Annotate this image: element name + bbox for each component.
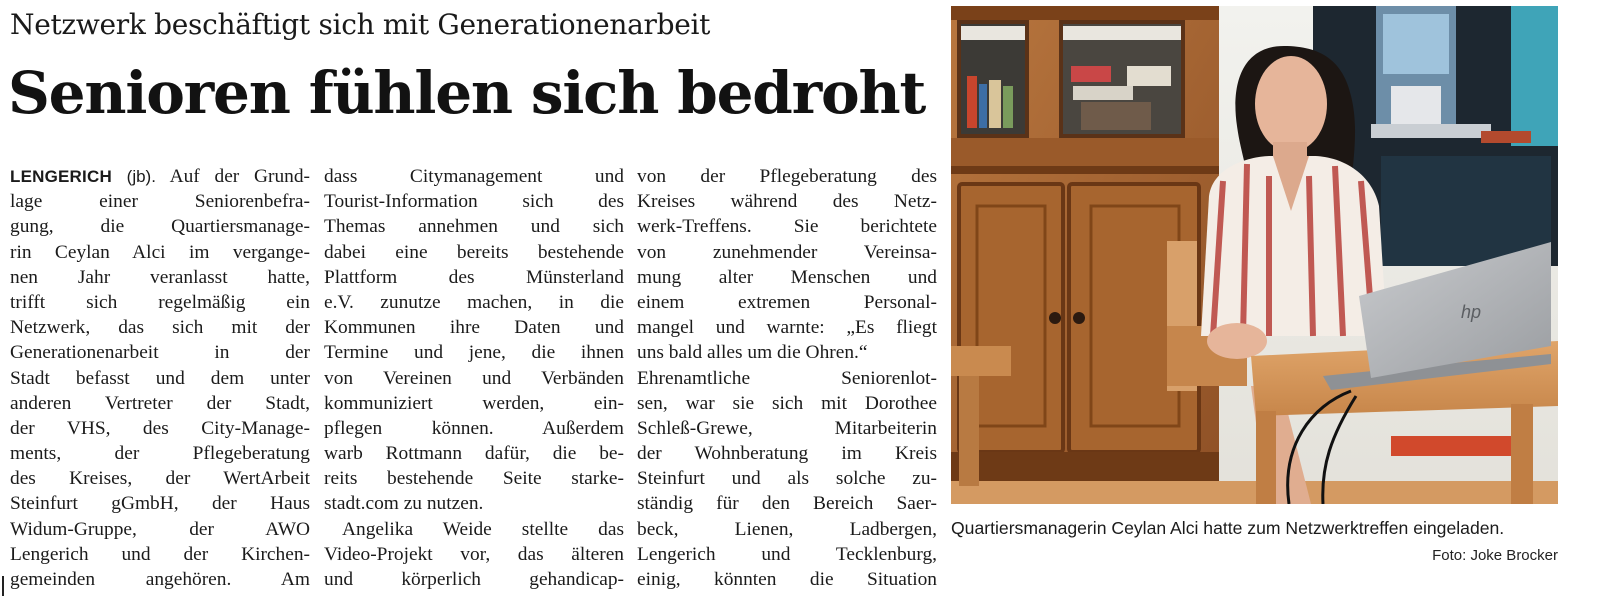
- text-line: der VHS, des City-Manage-: [10, 417, 310, 439]
- text-line: Themas annehmen und sich: [324, 216, 624, 238]
- text-line: [10, 164, 310, 189]
- text-line: anderen Vertreter der Stadt,: [10, 392, 310, 414]
- text-line: Lengerich und der Kirchen-: [10, 543, 310, 565]
- text-line: einem extremen Personal-: [637, 291, 937, 313]
- text-line: ments, der Pflegeberatung: [10, 443, 310, 465]
- text-line: reits bestehende Seite starke-: [324, 468, 624, 490]
- text-line: beck, Lienen, Ladbergen,: [637, 518, 937, 540]
- text-line: der Wohnberatung im Kreis: [637, 443, 937, 465]
- dateline: LENGERICH: [10, 167, 112, 186]
- text-line: lage einer Seniorenbefra-: [10, 191, 310, 213]
- text-line: einig, könnten die Situation: [637, 569, 937, 590]
- text-line: Angelika Weide stellte das: [342, 518, 624, 540]
- text-line: Plattform des Münsterland: [324, 266, 624, 288]
- text-line: Widum-Gruppe, der AWO: [10, 518, 310, 540]
- text-line: ständig für den Bereich Saer-: [637, 493, 937, 515]
- article-headline: Senioren fühlen sich bedroht: [8, 59, 926, 127]
- text-line: werk-Treffens. Sie berichtete: [637, 216, 937, 238]
- text-line: pflegen können. Außerdem: [324, 417, 624, 439]
- text-line: und körperlich gehandicap-: [324, 569, 624, 590]
- photo-illustration: [951, 6, 1558, 504]
- photo-caption: Quartiersmanagerin Ceylan Alci hatte zum Netzwerktreffen eingeladen.: [951, 518, 1505, 538]
- text-line: Steinfurt gGmbH, der Haus: [10, 493, 310, 515]
- text-fragment: Auf der Grund-: [169, 166, 310, 187]
- text-line: Lengerich und Tecklenburg,: [637, 543, 937, 565]
- text-line: Steinfurt und als solche zu-: [637, 468, 937, 490]
- article-column-3: [637, 164, 937, 592]
- text-line: warb Rottmann dafür, die be-: [324, 443, 624, 465]
- text-line: Kommunen ihre Daten und: [324, 317, 624, 339]
- article-photo: [951, 6, 1558, 504]
- text-line: Generationenarbeit in der: [10, 342, 310, 364]
- text-line: Netzwerk, das sich mit der: [10, 317, 310, 339]
- text-line: gung, die Quartiersmanage-: [10, 216, 310, 238]
- text-line: e.V. zunutze machen, in die: [324, 291, 624, 313]
- text-line: von zunehmender Vereinsa-: [637, 241, 937, 263]
- text-line: stadt.com zu nutzen.: [324, 493, 484, 515]
- text-line: Video-Projekt vor, das älteren: [324, 543, 624, 565]
- text-line: Tourist-Information sich des: [324, 191, 624, 213]
- text-line: Kreises während des Netz-: [637, 191, 937, 213]
- text-line: Termine und jene, die ihnen: [324, 342, 624, 364]
- text-line: des Kreises, der WertArbeit: [10, 468, 310, 490]
- text-line: von der Pflegeberatung des: [637, 166, 937, 187]
- text-line: Schleß-Grewe, Mitarbeiterin: [637, 417, 937, 439]
- text-line: mangel und warnte: „Es fliegt: [637, 317, 937, 339]
- text-line: Stadt befasst und dem unter: [10, 367, 310, 389]
- page-margin-mark: [2, 576, 4, 596]
- text-line: Ehrenamtliche Seniorenlot-: [637, 367, 937, 389]
- text-line: von Vereinen und Verbänden: [324, 367, 624, 389]
- article-kicker: Netzwerk beschäftigt sich mit Generationenarbeit: [10, 8, 711, 41]
- text-line: mung alter Menschen und: [637, 266, 937, 288]
- text-line: dabei eine bereits bestehende: [324, 241, 624, 263]
- text-line: gemeinden angehören. Am: [10, 569, 310, 590]
- text-line: sen, war sie sich mit Dorothee: [637, 392, 937, 414]
- text-line: trifft sich regelmäßig ein: [10, 291, 310, 313]
- article-column-1: [10, 164, 310, 592]
- laptop-brand-logo: hp: [1461, 302, 1482, 322]
- text-line: rin Ceylan Alci im vergange-: [10, 241, 310, 263]
- text-line: uns bald alles um die Ohren.“: [637, 342, 868, 364]
- text-line: nen Jahr veranlasst hatte,: [10, 266, 310, 288]
- photo-credit: Foto: Joke Brocker: [1432, 547, 1558, 564]
- text-line: dass Citymanagement und: [324, 166, 624, 187]
- article-column-2: [324, 164, 624, 592]
- text-line: kommuniziert werden, ein-: [324, 392, 624, 414]
- byline: (jb).: [126, 167, 156, 186]
